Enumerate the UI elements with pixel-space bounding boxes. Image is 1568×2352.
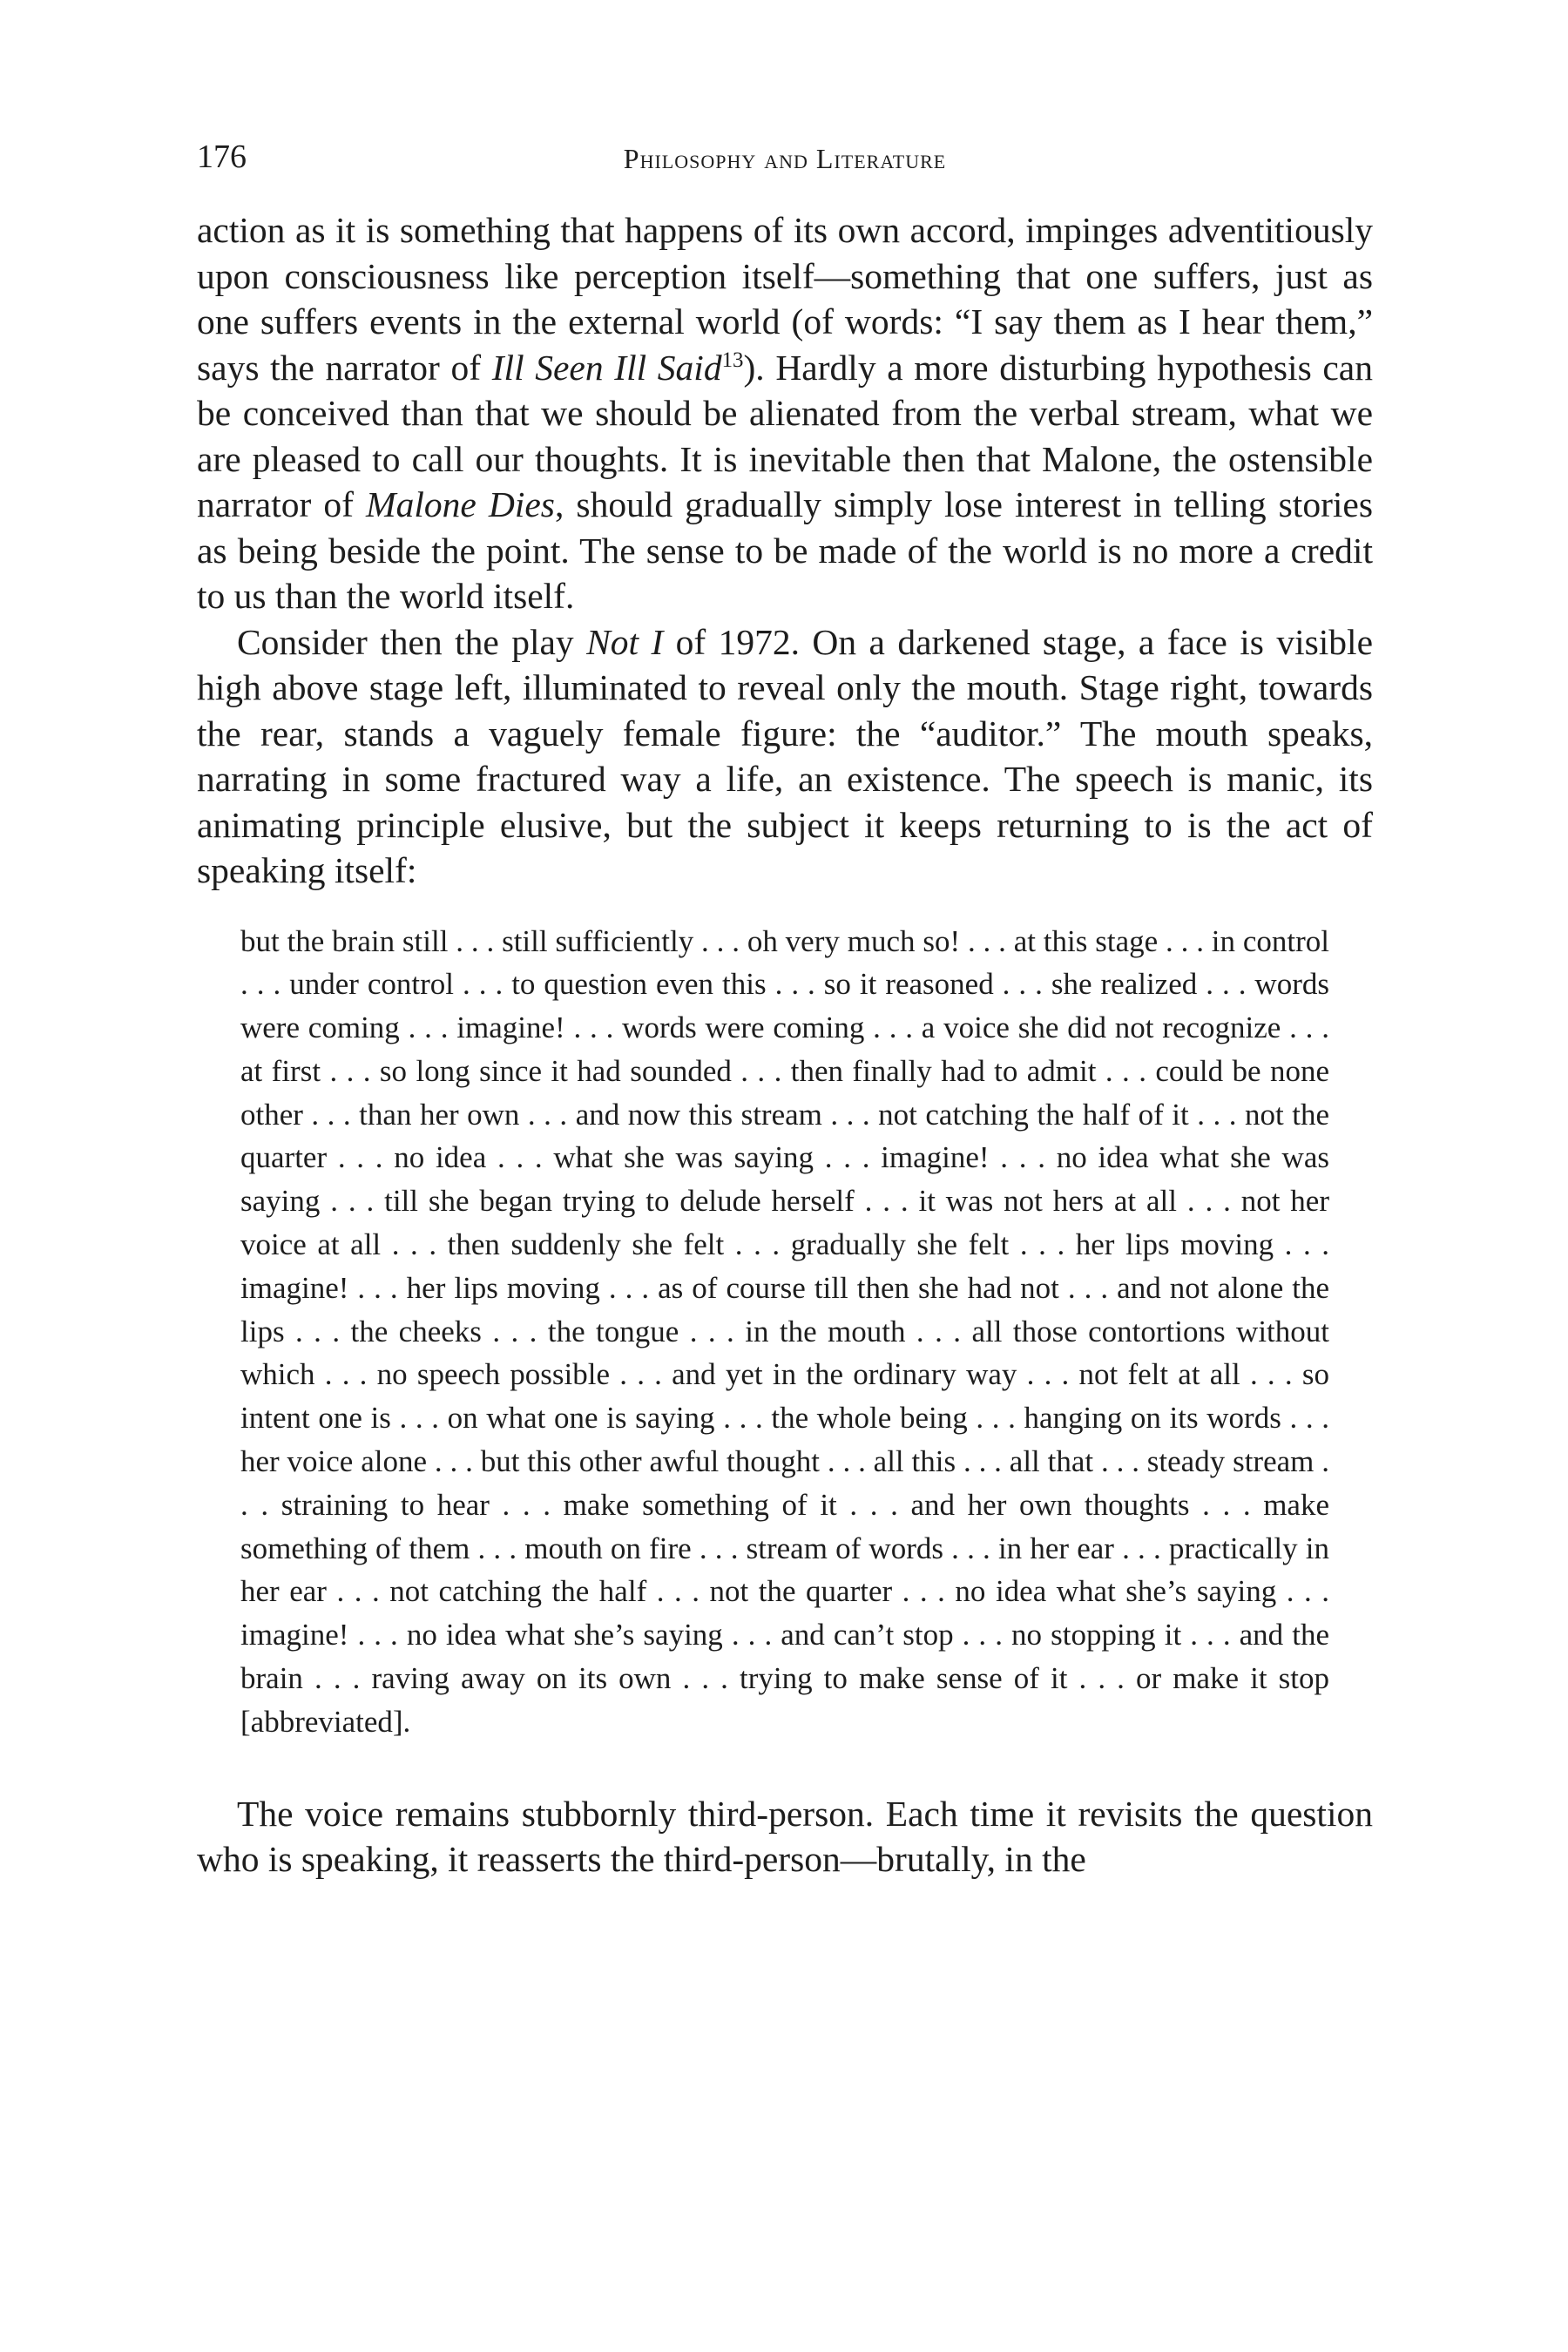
title-not-i: Not I (586, 621, 664, 662)
title-malone-dies: Malone Dies (366, 484, 555, 524)
paragraph-1 (197, 207, 1373, 619)
page-header (197, 135, 1373, 187)
running-head: Philosophy and Literature (623, 143, 947, 174)
paragraph-2 (197, 619, 1373, 894)
page-body (197, 207, 1373, 1882)
paragraph-2-text-b: of 1972. On a darkened stage, a face is visible high above stage left, illuminated to reveal only the mouth. Stage right, towards the rear, stands a vaguely female figure: the “auditor.” The mouth speaks, narrating in some fractured way a life, an existence. The speech is manic, its animating principle elusive, but the subject it keeps returning to is the act of speaking itself: (197, 621, 1373, 890)
paragraph-1-text-a: action as it is something that happens of its own accord, impinges adventitiously upon consciousness like perception itself—something that one suffers, just as one suffers events in the external world (of words: “I say them as I hear them,” says the narrator of (197, 210, 1373, 388)
paragraph-3: The voice remains stubbornly third-person. Each time it revisits the question who is speaking, it reasserts the third-person—brutally, in the (197, 1793, 1373, 1880)
footnote-marker: 13 (721, 348, 744, 372)
page-number: 176 (197, 139, 247, 175)
title-ill-seen-ill-said: Ill Seen Ill Said (491, 347, 722, 388)
paragraph-1-text-b: ). Hardly a more disturbing hypothesis can be conceived than that we should be alienated from the verbal stream, what we are pleased to call our thoughts. It is inevitable then that Malone, the ostensible narrator of (197, 347, 1373, 524)
block-quote: but the brain still . . . still sufficiently . . . oh very much so! . . . at this stage . . . in control . . . under control . . . to question even this . . . so it reasoned . . . she realized . . . words were coming . . . imagine! . . . words were coming . . . a voice she did not recognize . . . at first . . . so long since it had sounded . . . then finally had to admit . . . could be none other . . . than her own . . . and now this stream . . . not catching the half of it . . . not the quarter . . . no idea . . . what she was saying . . . imagine! . . . no idea what she was saying . . . till she began trying to delude herself . . . it was not hers at all . . . not her voice at all . . . then suddenly she felt . . . gradually she felt . . . her lips moving . . . imagine! . . . her lips moving . . . as of course till then she had not . . . and not alone the lips . . . the cheeks . . . the tongue . . . in the mouth . . . all those contortions without which . . . no speech possible . . . and yet in the ordinary way . . . not felt at all . . . so intent one is . . . on what one is saying . . . the whole being . . . hanging on its words . . . her voice alone . . . but this other awful thought . . . all this . . . all that . . . steady stream . . . straining to hear . . . make something of it . . . and her own thoughts . . . make something of them . . . mouth on fire . . . stream of words . . . in her ear . . . practically in her ear . . . not catching the half . . . not the quarter . . . no idea what she’s saying . . . imagine! . . . no idea what she’s saying . . . and can’t stop . . . no stopping it . . . and the brain . . . raving away on its own . . . trying to make sense of it . . . or make it stop [abbreviated]. (240, 923, 1329, 1739)
paragraph-1-text-c: , should gradually simply lose interest in telling stories as being beside the point. The sense to be made of the world is no more a credit to us than the world itself. (197, 484, 1373, 616)
paragraph-2-text-a: Consider then the play (237, 621, 587, 662)
